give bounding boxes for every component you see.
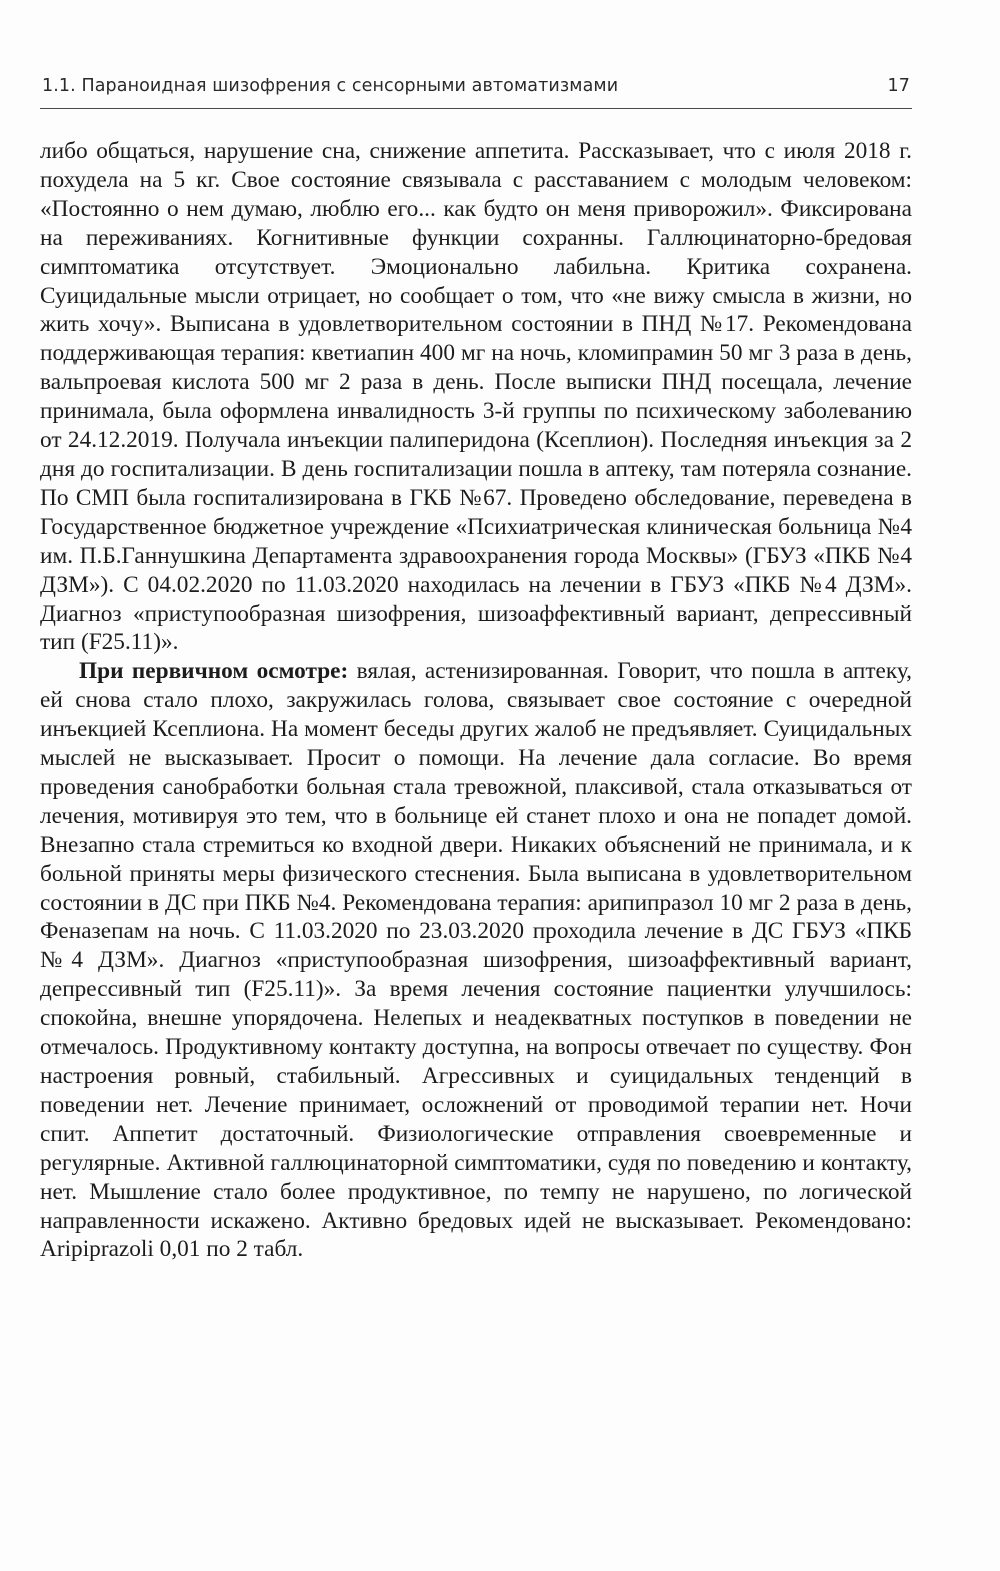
page-number: 17: [887, 76, 910, 96]
paragraph-continuation: [40, 137, 912, 657]
paragraph-lead: При первичном осмотре:: [79, 658, 349, 685]
paragraph-text: либо общаться, нарушение сна, снижение аппетита. Рассказывает, что с июля 2018 г. похудела на 5 кг. Свое состояние связывала с расставанием с молодым человеком: «Постоянно о нем думаю, люблю его... как будто он меня приворожил». Фиксирована на переживаниях. Когнитивные функции сохранны. Галлюцинаторно-бредовая симптоматика отсутствует. Эмоционально лабильна. Критика сохранена. Суицидальные мысли отрицает, но сообщает о том, что «не вижу смысла в жизни, но жить хочу». Выписана в удовлетворительном состоянии в ПНД №17. Рекомендована поддерживающая терапия: кветиапин 400 мг на ночь, кломипрамин 50 мг 3 раза в день, вальпроевая кислота 500 мг 2 раза в день. После выписки ПНД посещала, лечение принимала, была оформлена инвалидность 3-й группы по психическому заболеванию от 24.12.2019. Получала инъекции палиперидона (Ксеплион). Последняя инъекция за 2 дня до госпитализации. В день госпитализации пошла в аптеку, там потеряла сознание. По СМП была госпитализирована в ГКБ №67. Проведено обследование, переведена в Государственное бюджетное учреждение «Психиатрическая клиническая больница №4 им. П.Б.Ганнушкина Департамента здравоохранения города Москвы» (ГБУЗ «ПКБ №4 ДЗМ»). С 04.02.2020 по 11.03.2020 находилась на лечении в ГБУЗ «ПКБ №4 ДЗМ». Диагноз «приступообразная шизофрения, шизоаффективный вариант, депрессивный тип (F25.11)».: [40, 138, 912, 656]
chapter-title: 1.1. Параноидная шизофрения с сенсорными автоматизмами: [42, 76, 619, 96]
header-rule: [40, 108, 912, 109]
body-text: [40, 137, 912, 1264]
running-header: [42, 76, 910, 104]
paragraph-text: вялая, астенизированная. Говорит, что пошла в аптеку, ей снова стало плохо, закружилась голова, связывает свое состояние с очередной инъекцией Ксеплиона. На момент беседы других жалоб не предъявляет. Суицидальных мыслей не высказывает. Просит о помощи. На лечение дала согласие. Во время проведения санобработки больная стала тревожной, плаксивой, стала отказываться от лечения, мотивируя это тем, что в больнице ей станет плохо и она не попадет домой. Внезапно стала стремиться ко входной двери. Никаких объяснений не принимала, и к больной приняты меры физического стеснения. Была выписана в удовлетворительном состоянии в ДС при ПКБ №4. Рекомендована терапия: арипипразол 10 мг 2 раза в день, Феназепам на ночь. С 11.03.2020 по 23.03.2020 проходила лечение в ДС ГБУЗ «ПКБ №4 ДЗМ». Диагноз «приступообразная шизофрения, шизоаффективный вариант, депрессивный тип (F25.11)». За время лечения состояние пациентки улучшилось: спокойна, внешне упорядочена. Нелепых и неадекватных поступков в поведении не отмечалось. Продуктивному контакту доступна, на вопросы отвечает по существу. Фон настроения ровный, стабильный. Агрессивных и суицидальных тенденций в поведении нет. Лечение принимает, осложнений от проводимой терапии нет. Ночи спит. Аппетит достаточный. Физиологические отправления своевременные и регулярные. Активной галлюцинаторной симптоматики, судя по поведению и контакту, нет. Мышление стало более продуктивное, по темпу не нарушено, по логической направленности искажено. Активно бредовых идей не высказывает. Рекомендовано: Aripiprazoli 0,01 по 2 табл.: [40, 658, 912, 1263]
paragraph-initial-exam: [40, 657, 912, 1264]
